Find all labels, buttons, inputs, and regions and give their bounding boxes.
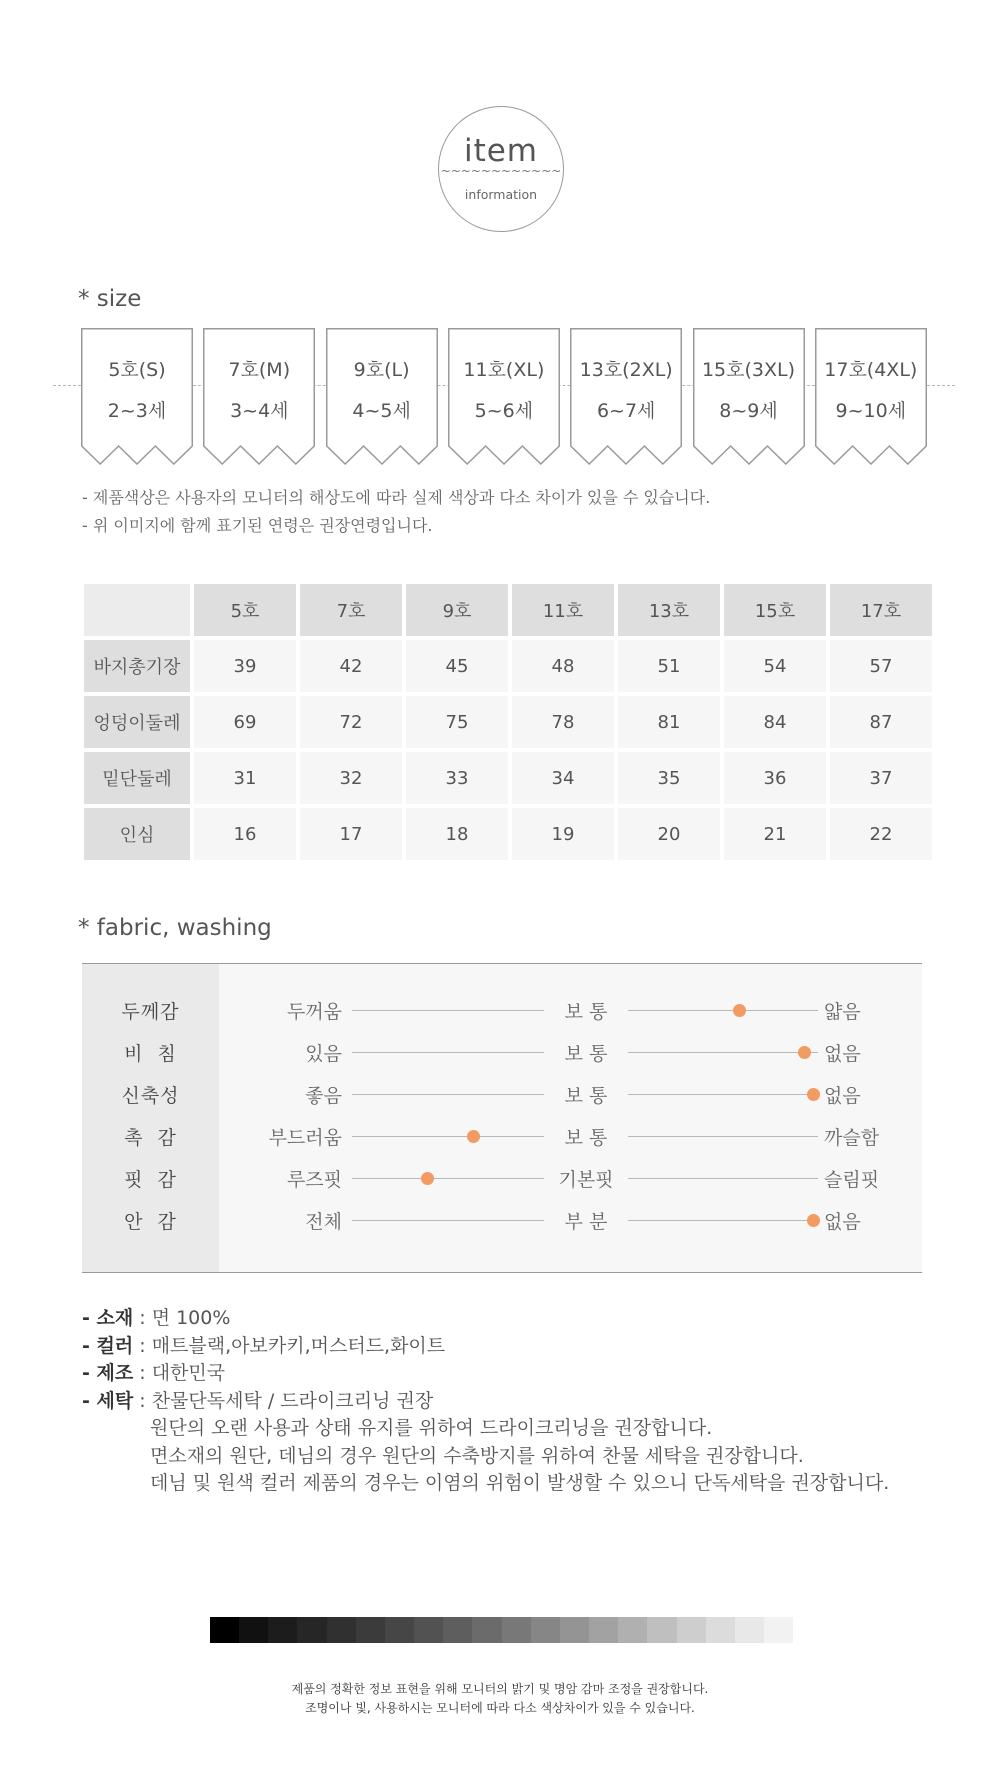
item-information-badge [438, 106, 564, 232]
fabric-row-mid-text: 기본핏 [558, 1169, 614, 1191]
size-table-column-header: 13호 [618, 584, 720, 636]
fabric-scale-line [352, 1010, 544, 1011]
fabric-row-left-text: 부드러움 [268, 1127, 342, 1149]
size-table-header-row [84, 584, 932, 636]
fabric-scale-line [352, 1178, 544, 1179]
size-table-cell: 48 [512, 640, 614, 692]
grayscale-swatch [647, 1617, 676, 1643]
wash-note: 원단의 오랜 사용과 상태 유지를 위하여 드라이크리닝을 권장합니다. [150, 1417, 713, 1439]
color-value: : 매트블랙,아보카키,머스터드,화이트 [133, 1334, 446, 1357]
fabric-row-mid-text: 부 분 [564, 1211, 608, 1233]
size-table-cell: 32 [300, 752, 402, 804]
material-value: : 면 100% [133, 1307, 231, 1329]
fabric-row-left-text: 전체 [305, 1211, 342, 1233]
size-table-cell: 37 [830, 752, 932, 804]
size-table-row [84, 752, 932, 804]
size-tag [693, 328, 805, 465]
item-subtitle: information [464, 187, 538, 202]
size-tag-list [81, 328, 927, 465]
grayscale-swatch [677, 1617, 706, 1643]
fabric-row-left-text: 루즈핏 [286, 1169, 342, 1191]
fabric-row-label: 신축성 [121, 1085, 180, 1107]
size-table-cell: 81 [618, 696, 720, 748]
grayscale-swatch [589, 1617, 618, 1643]
size-table-column-header: 17호 [830, 584, 932, 636]
size-table-cell: 45 [406, 640, 508, 692]
wash-label: - 세탁 [82, 1389, 134, 1412]
fabric-panel [82, 963, 922, 1273]
size-table-cell: 42 [300, 640, 402, 692]
size-table-column-header: 15호 [724, 584, 826, 636]
size-table-row [84, 640, 932, 692]
size-note: - 제품색상은 사용자의 모니터의 해상도에 따라 실제 색상과 다소 차이가 있을 수 있습니다. [82, 488, 711, 507]
size-tag-size: 15호(3XL) [701, 359, 796, 381]
fabric-row-left-text: 좋음 [305, 1085, 342, 1107]
size-table-cell: 69 [194, 696, 296, 748]
size-tag-age: 4~5세 [352, 400, 411, 422]
size-table-cell: 33 [406, 752, 508, 804]
made-row [82, 1360, 889, 1388]
size-tag-age: 3~4세 [230, 400, 289, 422]
size-table-cell: 16 [194, 808, 296, 860]
grayscale-swatch [618, 1617, 647, 1643]
size-table-corner [84, 584, 190, 636]
fabric-row [82, 1039, 922, 1069]
fabric-section-title: * fabric, washing [78, 915, 272, 941]
size-tag-age: 6~7세 [596, 400, 656, 422]
fabric-row-label: 핏 감 [124, 1169, 177, 1191]
wash-row [82, 1388, 889, 1416]
size-table-row-label: 엉덩이둘레 [84, 696, 190, 748]
wash-note: 데님 및 원색 컬러 제품의 경우는 이염의 위험이 발생할 수 있으니 단독세탁을 권장합니다. [150, 1472, 890, 1494]
item-title: item [463, 133, 539, 169]
fabric-row-mid-text: 보 통 [564, 1127, 608, 1149]
grayscale-swatch [268, 1617, 297, 1643]
fabric-level-marker [733, 1004, 746, 1017]
size-tag-size: 7호(M) [228, 359, 291, 381]
size-tag [326, 328, 438, 465]
fabric-scale-line [352, 1136, 544, 1137]
size-table-cell: 17 [300, 808, 402, 860]
size-table-cell: 21 [724, 808, 826, 860]
fabric-row [82, 1081, 922, 1111]
fabric-row-label: 촉 감 [124, 1127, 177, 1149]
size-tag [203, 328, 315, 465]
size-section-title: * size [78, 286, 142, 312]
size-tag-size: 9호(L) [353, 359, 410, 381]
fabric-scale-line [628, 1178, 818, 1179]
fabric-row-right-text: 없음 [824, 1211, 861, 1233]
grayscale-swatch [531, 1617, 560, 1643]
color-label: - 컬러 [82, 1334, 134, 1357]
fabric-scale-line [628, 1052, 818, 1053]
size-tag-age: 2~3세 [107, 400, 167, 422]
size-table-row-label: 밑단둘레 [84, 752, 190, 804]
size-table-cell: 36 [724, 752, 826, 804]
fabric-row-right-text: 없음 [824, 1043, 861, 1065]
size-table-row [84, 696, 932, 748]
item-wave-decoration: ~~~~~~~~~~~~ [440, 164, 562, 178]
size-tag-size: 13호(2XL) [579, 359, 673, 381]
grayscale-swatch [239, 1617, 268, 1643]
size-table-cell: 78 [512, 696, 614, 748]
size-tag [448, 328, 560, 465]
fabric-row-mid-text: 보 통 [564, 1043, 608, 1065]
fabric-scale-line [352, 1220, 544, 1221]
material-row [82, 1305, 889, 1333]
fabric-row-mid-text: 보 통 [564, 1085, 608, 1107]
fabric-scale-line [628, 1136, 818, 1137]
grayscale-swatch [502, 1617, 531, 1643]
size-table-row-label: 인심 [84, 808, 190, 860]
size-table-cell: 72 [300, 696, 402, 748]
size-table-cell: 39 [194, 640, 296, 692]
fabric-row-label: 두께감 [121, 1001, 180, 1023]
size-tag [570, 328, 682, 465]
grayscale-swatch [560, 1617, 589, 1643]
material-label: - 소재 [82, 1307, 134, 1329]
grayscale-swatch [414, 1617, 443, 1643]
size-table-column-header: 11호 [512, 584, 614, 636]
size-table-cell: 54 [724, 640, 826, 692]
fabric-row-right-text: 까슬함 [824, 1127, 880, 1149]
size-tag-age: 9~10세 [835, 400, 907, 422]
made-label: - 제조 [82, 1362, 134, 1384]
footer-note-line1: 제품의 정확한 정보 표현을 위해 모니터의 밝기 및 명암 감마 조정을 권장합니다. [291, 1682, 709, 1696]
fabric-row-left-text: 두꺼움 [286, 1001, 342, 1023]
fabric-row [82, 1207, 922, 1237]
fabric-row [82, 1165, 922, 1195]
grayscale-swatch [327, 1617, 356, 1643]
fabric-level-marker [798, 1046, 811, 1059]
size-tag-size: 11호(XL) [463, 359, 545, 381]
fabric-row-mid-text: 보 통 [564, 1001, 608, 1023]
grayscale-swatch [706, 1617, 735, 1643]
size-table-row-label: 바지총기장 [84, 640, 190, 692]
grayscale-swatch [735, 1617, 764, 1643]
size-table-cell: 20 [618, 808, 720, 860]
grayscale-swatch [764, 1617, 793, 1643]
fabric-row [82, 1123, 922, 1153]
size-note: - 위 이미지에 함께 표기된 연령은 권장연령입니다. [82, 516, 433, 535]
size-table-cell: 19 [512, 808, 614, 860]
size-table-column-header: 5호 [194, 584, 296, 636]
fabric-row-right-text: 없음 [824, 1085, 861, 1107]
size-table-cell: 34 [512, 752, 614, 804]
fabric-scale-line [352, 1094, 544, 1095]
size-table-cell: 31 [194, 752, 296, 804]
grayscale-swatch [356, 1617, 385, 1643]
fabric-scale-line [628, 1220, 818, 1221]
size-table-cell: 84 [724, 696, 826, 748]
fabric-row-right-text: 슬림핏 [824, 1169, 880, 1191]
grayscale-swatch [210, 1617, 239, 1643]
grayscale-swatch [472, 1617, 501, 1643]
size-table-column-header: 9호 [406, 584, 508, 636]
grayscale-swatch [385, 1617, 414, 1643]
fabric-row-right-text: 얇음 [824, 1001, 861, 1023]
size-tag-size: 5호(S) [108, 359, 166, 381]
size-table-cell: 35 [618, 752, 720, 804]
fabric-level-marker [807, 1214, 820, 1227]
fabric-scale-line [352, 1052, 544, 1053]
fabric-level-marker [467, 1130, 480, 1143]
material-info [82, 1305, 889, 1498]
size-table-cell: 87 [830, 696, 932, 748]
size-table-cell: 22 [830, 808, 932, 860]
size-tag [815, 328, 927, 465]
fabric-scale-line [628, 1010, 818, 1011]
fabric-row-label: 안 감 [124, 1211, 177, 1233]
size-table-cell: 75 [406, 696, 508, 748]
size-notes [82, 484, 710, 540]
fabric-level-marker [421, 1172, 434, 1185]
wash-note: 면소재의 원단, 데님의 경우 원단의 수축방지를 위하여 찬물 세탁을 권장합니다. [150, 1444, 804, 1467]
size-tag-size: 17호(4XL) [824, 359, 918, 381]
color-row [82, 1333, 889, 1361]
size-table-column-header: 7호 [300, 584, 402, 636]
fabric-row-left-text: 있음 [305, 1043, 342, 1065]
size-table-cell: 18 [406, 808, 508, 860]
size-table-cell: 51 [618, 640, 720, 692]
fabric-level-marker [807, 1088, 820, 1101]
fabric-row-label: 비 침 [124, 1043, 177, 1065]
size-tag-age: 8~9세 [719, 400, 778, 422]
grayscale-swatch [443, 1617, 472, 1643]
size-tag [81, 328, 193, 465]
size-table-row [84, 808, 932, 860]
wash-value: : 찬물단독세탁 / 드라이크리닝 권장 [133, 1389, 434, 1412]
grayscale-calibration-strip [210, 1617, 793, 1643]
size-table-cell: 57 [830, 640, 932, 692]
fabric-row [82, 997, 922, 1027]
footer-note-line2: 조명이나 빛, 사용하시는 모니터에 따라 다소 색상차이가 있을 수 있습니다. [305, 1701, 695, 1715]
fabric-scale-line [628, 1094, 818, 1095]
made-value: : 대한민국 [133, 1362, 226, 1384]
size-tag-age: 5~6세 [474, 400, 534, 422]
grayscale-swatch [297, 1617, 326, 1643]
size-table [80, 580, 936, 864]
